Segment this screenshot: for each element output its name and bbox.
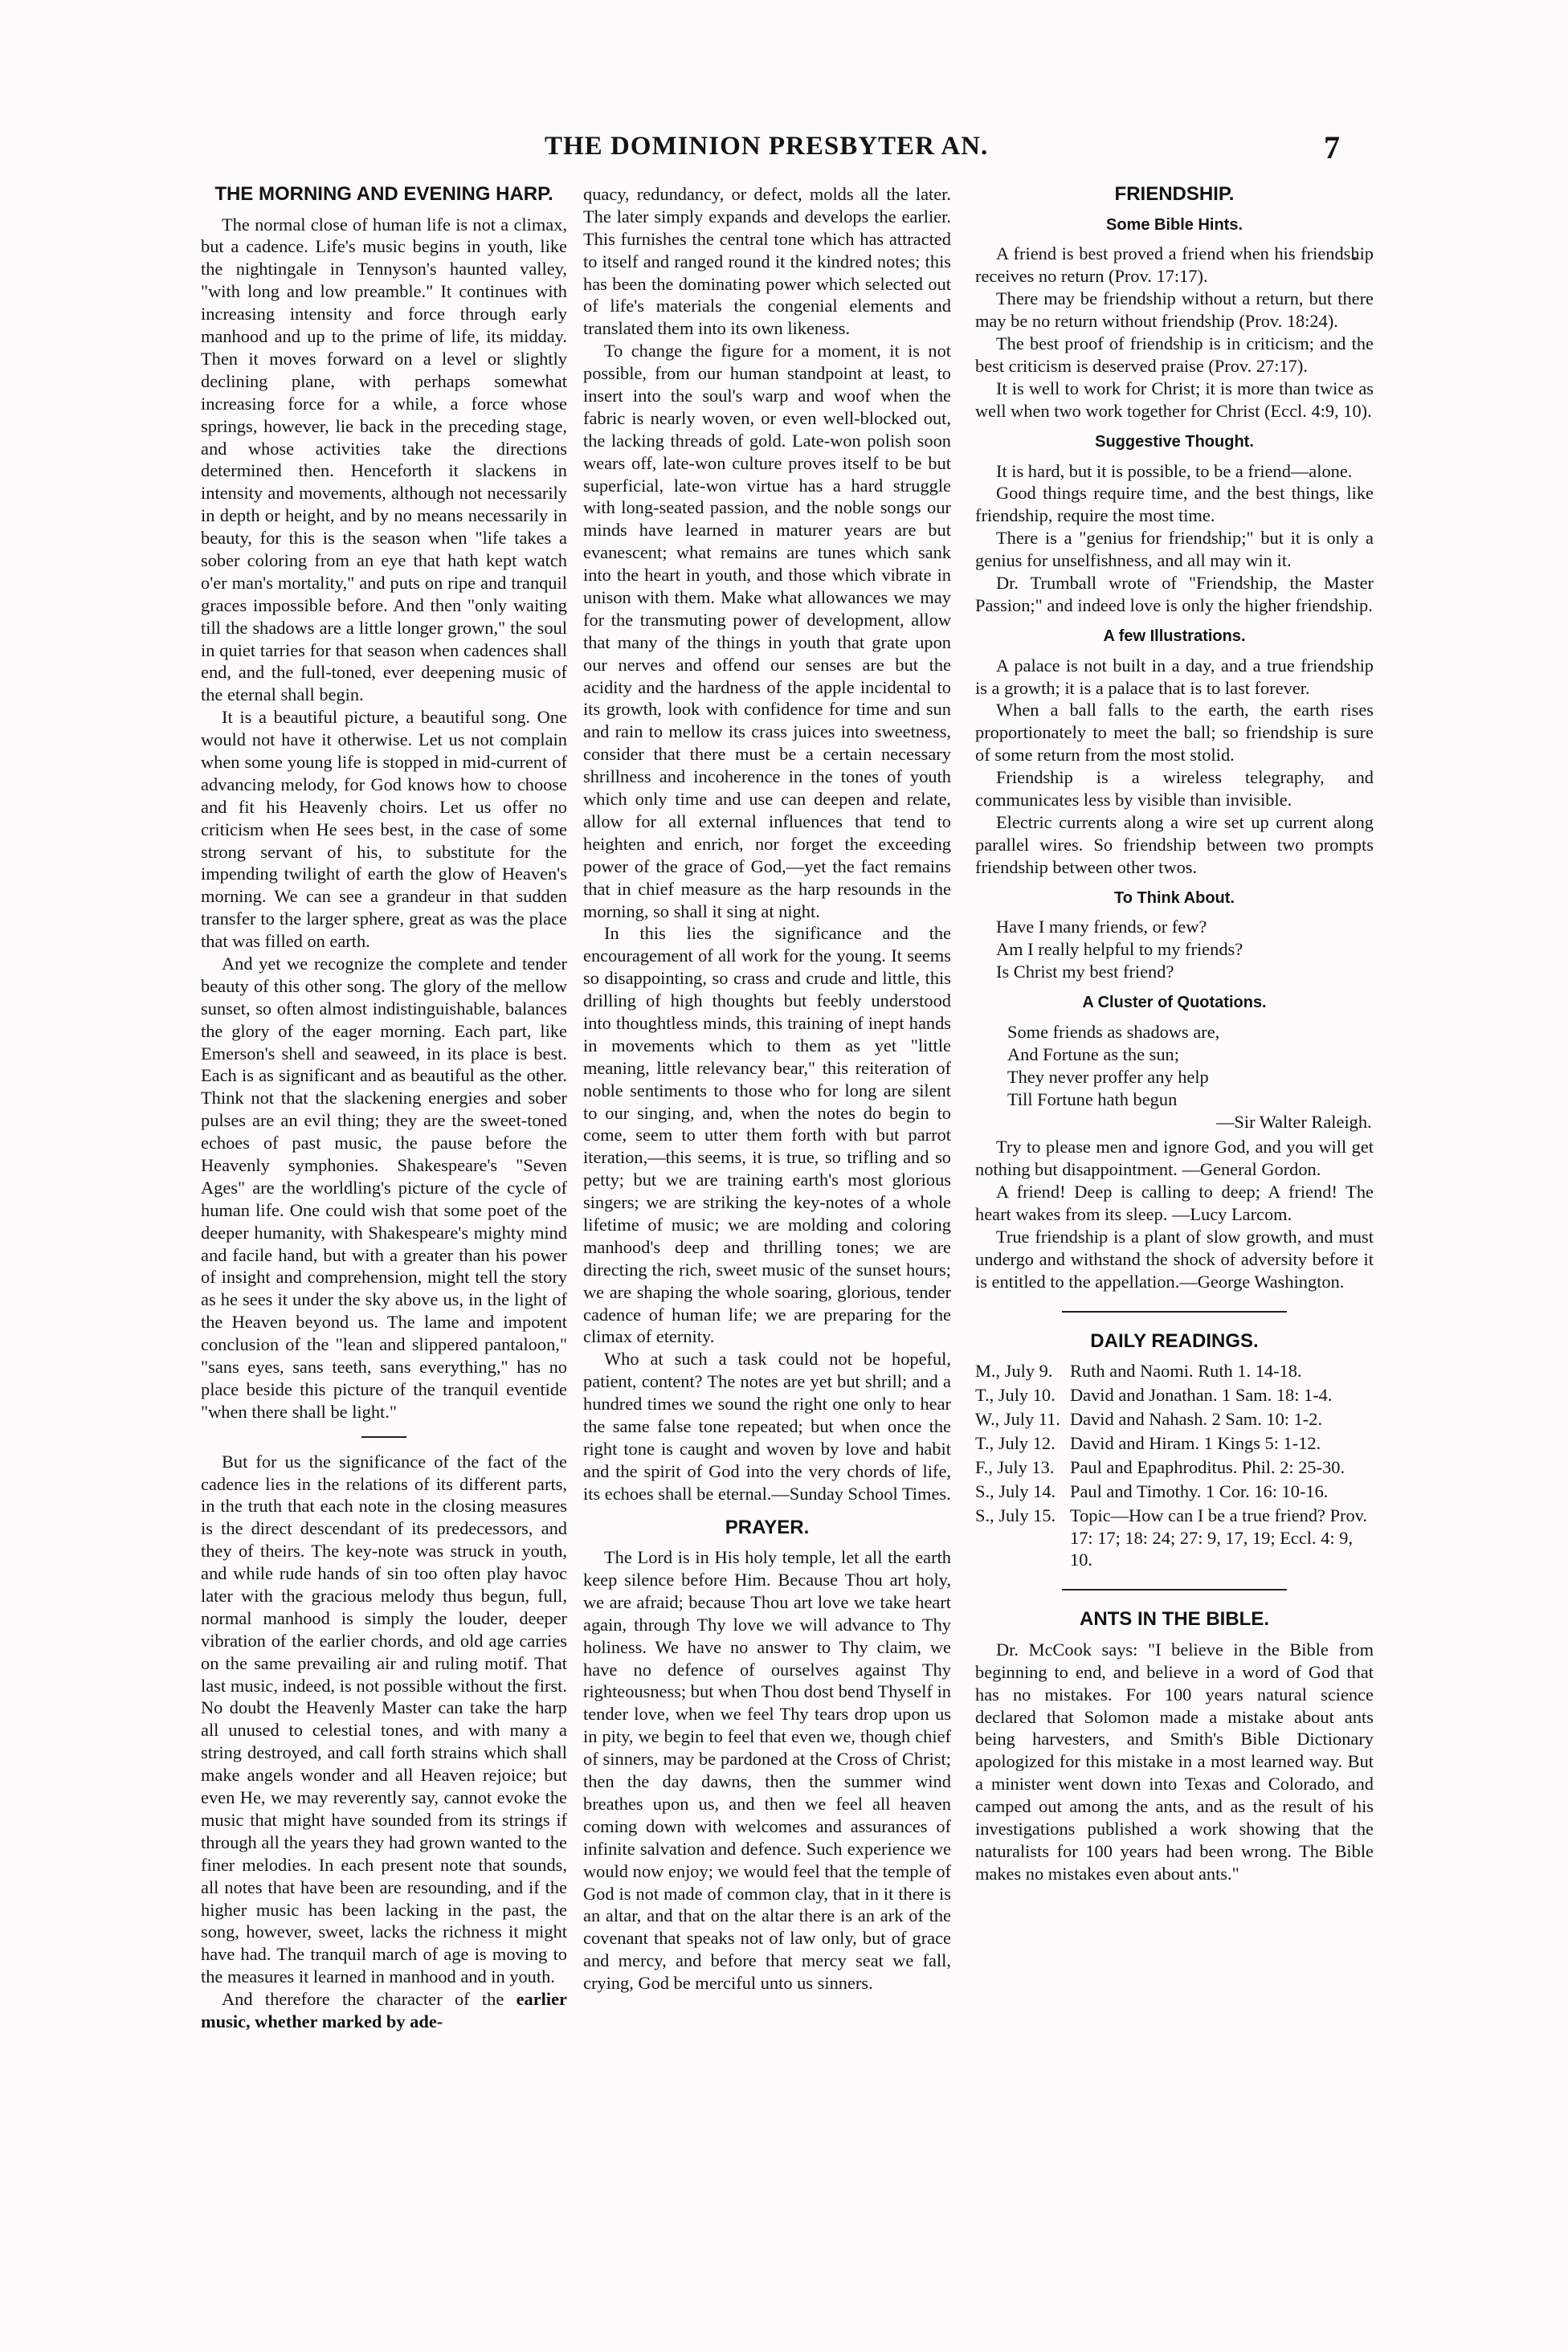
harp-paragraph: To change the figure for a moment, it is not possible, from our human standpoint at least, to insert into the soul's warp and woof when the fabric is nearly woven, or even well-blocked out, the lacking threads of gold. Late-won polish soon wears off, late-won culture proves itself to be but superficial, late-won virtue has a hard struggle with long-seated passion, and the noble songs our minds have learned in maturer years are but evanescent; what remains are tunes which sank into the heart in youth, and those which vibrate in unison with them. Make what allowances we may for the transmuting power of development, allow that many of the things in youth that grate upon our nerves and offend our senses are but the acidity and the hardness of the apple incidental to its growth, look with confidence for time and sun and rain to mellow its crass juices into sweetness, consider that there must be a certain necessary shrillness and incoherence in the tones of youth which only time and use can deepen and relate, allow for all external influences that tend to heighten and enrich, nor forget the exceeding power of the grace of God,—yet the fact remains that in chief measure as the harp resounds in the morning, so shall it sing at night. <box>583 341 951 921</box>
reading-text: David and Jonathan. 1 Sam. 18: 1-4. <box>1070 1385 1333 1406</box>
reading-day: F., July 13. <box>975 1456 1055 1477</box>
reading-text: Paul and Timothy. 1 Cor. 16: 10-16. <box>1070 1480 1329 1501</box>
harp-final-bold: earlier music, whether marked by ade- <box>201 1989 567 2031</box>
hint-paragraph: A friend is best proved a friend when his friendship receives no return (Prov. 17:17). <box>975 243 1374 287</box>
harp-paragraph: It is a beautiful picture, a beautiful song. One would not have it otherwise. Let us not complain when some young life is stopped in mid-current of advancing melody, for God knows how to choose and fit his Heavenly choirs. Let us offer no criticism when He sees best, in the case of some strong servant of his, to substitute for the impending twilight of earth the glow of Heaven's morning. We can see a grandeur in that sudden transfer to the larger sphere, great as was the place that was filled on earth. <box>201 707 567 952</box>
thought-paragraph: Dr. Trumball wrote of "Friendship, the Master Passion;" and indeed love is only the higher friendship. <box>975 572 1374 615</box>
harp-paragraph: But for us the significance of the fact of the cadence lies in the relations of its different parts, in the truth that each note in the closing measures is the direct descendant of its predecessors, and they of theirs. The key-note was struck in youth, and while rude hands of sin too often play havoc later with the gracious melody thus begun, full, normal manhood is simply the louder, deeper vibration of the earlier chords, and old age carries on the same prevailing air and ruling motif. That last music, indeed, is not possible without the first. No doubt the Heavenly Master can take the harp all unused to celestial tones, and with many a string destroyed, and call forth strains which shall make angels wonder and all Heaven rejoice; but even He, we may reverently say, cannot evoke the music that might have sounded from its strings if through all the years they had grown wanted to the finer melodies. In each present note that sounds, all notes that have been are resounding, and if the higher music has been lacking in the past, the song, however, sweet, lacks the richness it might have had. The tranquil march of age is moving to the measures it learned in manhood and in youth. <box>201 1451 567 1987</box>
reading-row <box>975 1432 1374 1455</box>
harp-paragraph: Who at such a task could not be hopeful, patient, content? The notes are yet but shrill; and a hundred times we sound the right one only to hear the same false tone repeated; but when once the right tone is caught and woven by love and habit and the spirit of God into the very chords of life, its echoes shall be eternal.—Sunday School Times. <box>583 1349 951 1504</box>
quotations-heading: A Cluster of Quotations. <box>1082 994 1267 1012</box>
harp-paragraph: In this lies the significance and the encouragement of all work for the young. It seems so disappointing, so crass and crude and little, this drilling of high thoughts but feebly understood into thoughtless minds, this training of inept hands in movements which to them as yet "little meaning, little relevancy bear," this reiteration of noble sentiments to those who for long are silent to our singing, and, when the notes do begin to come, seem to utter them forth with but parrot iteration,—this seems, it is true, so trifling and so petty; but we are training earth's most glorious singers; we are striking the key-notes of a whole lifetime of music; we are molding and coloring manhood's deep and thrilling tones; we are directing the rich, sweet music of the sunset hours; we are shaping the whole soaring, glorious, tender cadence of human life; we are preparing for the climax of eternity. <box>583 923 951 1347</box>
poem-line: And Fortune as the sun; <box>1007 1043 1179 1064</box>
suggestive-thought-heading: Suggestive Thought. <box>1095 432 1254 451</box>
hint-paragraph: The best proof of friendship is in criticism; and the best criticism is deserved praise (Prov. 27:17). <box>975 333 1374 376</box>
illustration-paragraph: Electric currents along a wire set up current along parallel wires. So friendship between two prompts friendship between other twos. <box>975 811 1374 877</box>
raleigh-poem <box>1007 1021 1374 1133</box>
poem-line: Some friends as shadows are, <box>1007 1021 1220 1042</box>
harp-paragraph: The normal close of human life is not a climax, but a cadence. Life's music begins in youth, like the nightingale in Tennyson's haunted valley, "with long and low preamble." It continues with increasing intensity and force through early manhood and up to the prime of life, its midday. Then it moves forward on a level or slightly declining plane, with perhaps somewhat increasing force for a while, a force whose springs, however, lie back in the preceding stage, and whose activities take the directions determined then. Henceforth it slackens in intensity and movements, although not necessarily in depth or height, and by no means necessarily in beauty, for this is the season when "life takes a sober coloring from an eye that hath kept watch o'er man's mortality," and puts on ripe and tranquil graces impossible before. And then "only waiting till the shadows are a little longer grown," the soul in quiet tarries for that season when cadences shall end, and the full-toned, ever deepening music of the eternal shall begin. <box>201 214 567 705</box>
column-1 <box>201 183 567 2207</box>
ants-text: Dr. McCook says: "I believe in the Bible from beginning to end, and believe in a word of God that has no mistakes. For 100 years natural science declared that Solomon made a mistake about ants being harvesters, and Smith's Bible Dictionary apologized for this mistake in a most learned way. But a minister went down into Texas and Colorado, and camped out among the ants, and as the result of his investigations published a work showing that the naturalists for 100 years had been wrong. The Bible makes no mistakes even about ants." <box>975 1639 1374 1884</box>
reading-day: T., July 12. <box>975 1432 1056 1453</box>
quotation-paragraph: True friendship is a plant of slow growth, and must undergo and withstand the shock of adversity before it is entitled to the appellation.—George Washington. <box>975 1227 1374 1292</box>
section-rule <box>361 1436 406 1438</box>
think-about-heading: To Think About. <box>1114 888 1235 907</box>
think-question: Have I many friends, or few? <box>996 917 1207 937</box>
reading-day: W., July 11. <box>975 1409 1060 1430</box>
reading-day: T., July 10. <box>975 1385 1056 1406</box>
section-rule <box>1062 1589 1287 1590</box>
newspaper-title: THE DOMINION PRESBYTER AN. <box>545 132 989 161</box>
hint-paragraph: It is well to work for Christ; it is more than twice as well when two work together for Christ (Eccl. 4:9, 10). <box>975 378 1374 421</box>
column-2 <box>583 183 951 2207</box>
reading-row <box>975 1456 1374 1479</box>
bible-hints-heading: Some Bible Hints. <box>1105 215 1243 234</box>
harp-final-paragraph <box>201 1988 567 2033</box>
illustration-paragraph: Friendship is a wireless telegraphy, and communicates less by visible than invisible. <box>975 767 1374 810</box>
reading-day: S., July 14. <box>975 1480 1056 1501</box>
thought-paragraph: It is hard, but it is possible, to be a friend—alone. <box>996 460 1353 481</box>
quotation-paragraph: Try to please men and ignore God, and you will get nothing but disappointment. —General Gordon. <box>975 1137 1374 1180</box>
reading-text: David and Nahash. 2 Sam. 10: 1-2. <box>1070 1409 1323 1430</box>
prayer-title: PRAYER. <box>725 1516 810 1538</box>
reading-text: Ruth and Naomi. Ruth 1. 14-18. <box>1070 1361 1302 1382</box>
prayer-text: The Lord is in His holy temple, let all the earth keep silence before Him. Because Thou art holy, we are afraid; because Thou art love we take heart again, through Thy love we will advance to Thy holiness. We have no answer to Thy claim, we have no defence of ourselves against Thy righteousness; but when Thou dost bend Thyself in tender love, when we feel Thy tears drop upon us in pity, we begin to feel that even we, though chief of sinners, may be pardoned at the Cross of Christ; then the day dawns, then the summer wind breathes upon us, and then we feel all heaven coming down with welcomes and assurances of infinite salvation and defence. Such experience we would now enjoy; we would feel that the temple of God is not made of common clay, that in it there is an altar, and that on the altar there is an ark of the covenant that speaks not of law only, but of grace and mercy, and before that mercy seat we fall, crying, God be merciful unto us sinners. <box>583 1547 951 1994</box>
illustration-paragraph: When a ball falls to the earth, the earth rises proportionately to meet the ball; so friendship is sure of some return from the most stolid. <box>975 700 1374 766</box>
reading-text: David and Hiram. 1 Kings 5: 1-12. <box>1070 1432 1321 1453</box>
thought-paragraph: There is a "genius for friendship;" but it is only a genius for unselfishness, and all may win it. <box>975 528 1374 571</box>
harp-paragraph: And yet we recognize the complete and tender beauty of this other song. The glory of the mellow sunset, so often almost indistinguishable, balances the glory of the eager morning. Each part, like Emerson's shell and seaweed, in its place is best. Each is as significant and as beautiful as the other. Think not that the slackening energies and sober pulses are an evil thing; they are the sweet-toned echoes of past music, the pause before the Heavenly symphonies. Shakespeare's "Seven Ages" are the worldling's picture of the cycle of human life. One could wish that some poet of the deeper humanity, with Shakespeare's mighty mind and facile hand, but with a greater than his power of insight and comprehension, might tell the story as he sees it under the sky above us, in the light of the Heaven beyond us. The lame and impotent conclusion of the "lean and slippered pantaloon," "sans eyes, sans teeth, sans everything," has no place beside this picture of the tranquil eventide "when there shall be light." <box>201 953 567 1422</box>
quotation-paragraph: A friend! Deep is calling to deep; A friend! The heart wakes from its sleep. —Lucy Larcom. <box>975 1182 1374 1225</box>
harp-continuation: quacy, redundancy, or defect, molds all the later. The later simply expands and develops the earlier. This furnishes the central tone which has attracted to itself and ranged round it the kindred notes; this has been the dominating power which selected out of life's materials the congenial elements and translated them into its own likeness. <box>583 184 951 339</box>
reading-row <box>975 1505 1374 1572</box>
reading-row <box>975 1360 1374 1382</box>
page-header <box>183 129 1372 180</box>
think-question: Am I really helpful to my friends? <box>996 939 1243 960</box>
reading-text: Paul and Epaphroditus. Phil. 2: 25-30. <box>1070 1456 1345 1477</box>
reading-row <box>975 1480 1374 1503</box>
illustration-paragraph: A palace is not built in a day, and a true friendship is a growth; it is a palace that is to last forever. <box>975 655 1374 698</box>
daily-readings-title: DAILY READINGS. <box>1090 1329 1259 1352</box>
reading-text: Topic—How can I be a true friend? Prov. 17: 17; 18: 24; 27: 9, 17, 19; Eccl. 4: 9, 10. <box>1070 1505 1368 1570</box>
think-question: Is Christ my best friend? <box>996 962 1174 982</box>
daily-readings-list <box>975 1360 1374 1571</box>
hint-paragraph: There may be friendship without a return, but there may be no return without friendship (Prov. 18:24). <box>975 288 1374 332</box>
illustrations-heading: A few Illustrations. <box>1103 627 1246 645</box>
page-number: 7 <box>1324 129 1340 165</box>
reading-row <box>975 1384 1374 1407</box>
thought-paragraph: Good things require time, and the best things, like friendship, require the most time. <box>975 483 1374 526</box>
poem-line: Till Fortune hath begun <box>1007 1088 1178 1109</box>
reading-row <box>975 1408 1374 1431</box>
section-rule <box>1062 1311 1287 1313</box>
column-3 <box>975 183 1374 2207</box>
poem-attribution: —Sir Walter Raleigh. <box>1216 1111 1372 1132</box>
reading-day: S., July 15. <box>975 1505 1056 1525</box>
poem-line: They never proffer any help <box>1007 1066 1209 1087</box>
harp-article-title: THE MORNING AND EVENING HARP. <box>214 183 553 205</box>
ants-title: ANTS IN THE BIBLE. <box>1079 1608 1269 1631</box>
friendship-title: FRIENDSHIP. <box>1114 183 1235 205</box>
reading-day: M., July 9. <box>975 1361 1053 1382</box>
harp-final-lead: And therefore the character of the <box>222 1989 517 2010</box>
